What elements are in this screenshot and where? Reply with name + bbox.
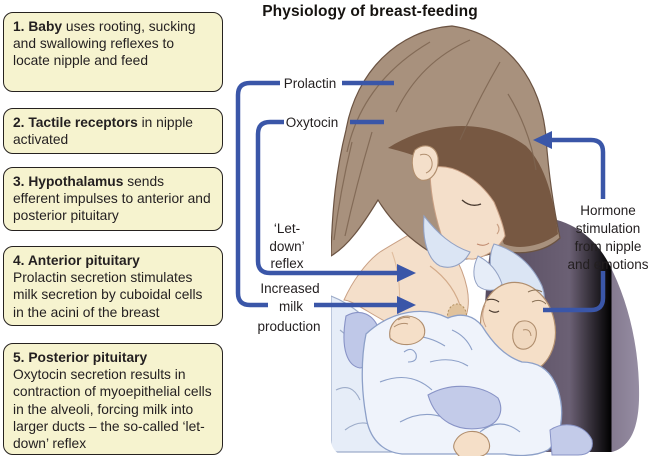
letdown-label-line3: reflex — [270, 256, 304, 271]
mother-ear — [412, 146, 438, 180]
step-5-lead: 5. Posterior pituitary — [13, 350, 148, 365]
hormone-label-line3: from nipple — [574, 239, 642, 254]
step-4-text: Prolactin secretion stimulates milk secretion by cuboidal cells in the acini of the breast — [13, 270, 203, 320]
hormone-label-line4: and emotions — [567, 257, 649, 272]
hormone-arrow-upper — [552, 140, 603, 199]
hormone-label-line1: Hormone — [580, 203, 636, 218]
milk-label-line1: Increased — [260, 281, 320, 296]
milk-label-line3: production — [257, 319, 321, 334]
step-4-lead: 4. Anterior pituitary — [13, 253, 140, 268]
step-2-text: in nipple activated — [13, 115, 193, 148]
milk-label-line2: milk — [279, 299, 303, 314]
step-1-text: uses rooting, sucking and swallowing reflexes to locate nipple and feed — [13, 19, 196, 69]
hormone-label-line2: stimulation — [575, 221, 641, 236]
baby-ear — [513, 321, 537, 349]
step-1-lead: 1. Baby — [13, 19, 63, 34]
letdown-label-line2: down’ — [269, 239, 305, 254]
step-3-lead: 3. Hypothalamus — [13, 174, 124, 189]
letdown-label-line1: ‘Let- — [273, 221, 301, 236]
step-5-text: Oxytocin secretion results in contraction of myoepithelial cells in the alveoli, forcing milk into larger ducts – the so-called ‘let-down’ reflex — [13, 367, 212, 452]
step-2-lead: 2. Tactile receptors — [13, 115, 138, 130]
step-3-text: sends efferent impulses to anterior and posterior pituitary — [13, 174, 211, 224]
page-title: Physiology of breast-feeding — [262, 3, 478, 20]
oxytocin-label: Oxytocin — [285, 115, 339, 130]
prolactin-label: Prolactin — [283, 76, 337, 91]
